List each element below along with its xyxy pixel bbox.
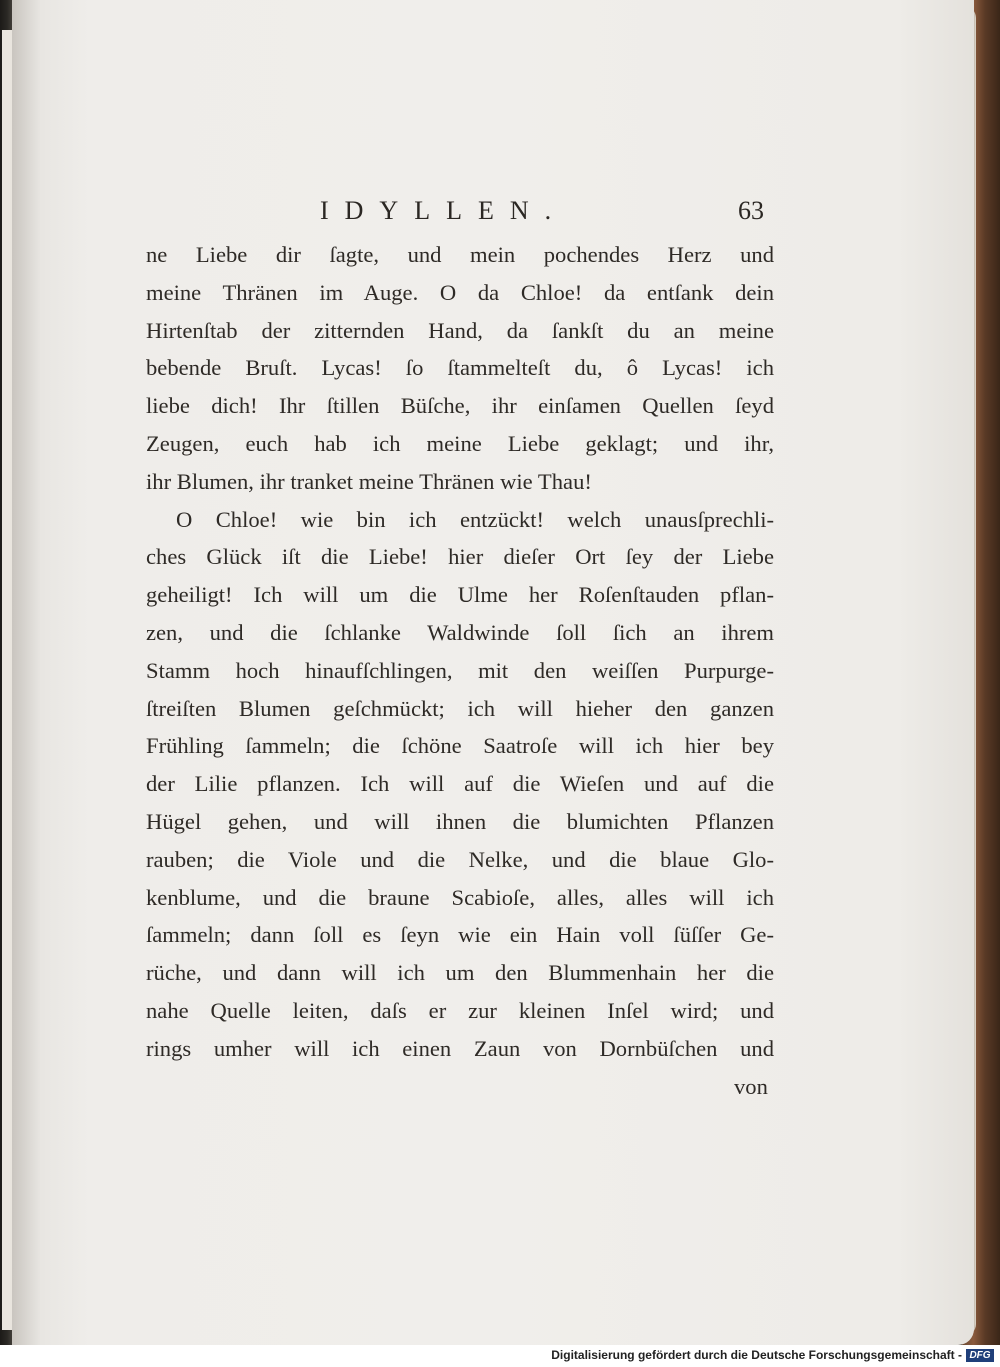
text-line: rauben; die Viole und die Nelke, und die blaue Glo- xyxy=(146,846,774,872)
text-line: nahe Quelle leiten, daſs er zur kleinen Inſel wird; und xyxy=(146,997,774,1023)
text-line: Stamm hoch hinaufſchlingen, mit den weiſſen Purpurge- xyxy=(146,657,774,683)
dfg-logo: DFG xyxy=(966,1349,994,1362)
text-line: kenblume, und die braune Scabioſe, alles, alles will ich xyxy=(146,884,774,910)
text-line: Zeugen, euch hab ich meine Liebe geklagt; und ihr, xyxy=(146,430,774,456)
text-line: geheiligt! Ich will um die Ulme her Roſenſtauden pflan- xyxy=(146,582,774,608)
text-line: ches Glück iſt die Liebe! hier dieſer Ort ſey der Liebe xyxy=(146,544,774,570)
text-line: O Chloe! wie bin ich entzückt! welch unausſprechli- xyxy=(176,506,774,532)
text-line: zen, und die ſchlanke Waldwinde ſoll ſich an ihrem xyxy=(146,619,774,645)
text-line: ſtreiſten Blumen geſchmückt; ich will hieher den ganzen xyxy=(146,695,774,721)
text-line: ne Liebe dir ſagte, und mein pochendes Herz und xyxy=(146,242,774,267)
text-line: bebende Bruſt. Lycas! ſo ſtammelteſt du, ô Lycas! ich xyxy=(146,355,774,381)
text-line: rüche, und dann will ich um den Blummenhain her die xyxy=(146,960,774,986)
text-line: Hügel gehen, und will ihnen die blumichten Pflanzen xyxy=(146,808,774,834)
body-text xyxy=(146,236,774,1068)
text-line: ſammeln; dann ſoll es ſeyn wie ein Hain voll ſüſſer Ge- xyxy=(146,922,774,948)
text-line: Hirtenſtab der zitternden Hand, da ſankſt du an meine xyxy=(146,317,774,343)
text-line: der Lilie pflanzen. Ich will auf die Wieſen und auf die xyxy=(146,771,774,797)
facing-page-edge xyxy=(2,30,12,1330)
text-line: ihr Blumen, ihr tranket meine Thränen wie Thau! xyxy=(146,468,592,494)
running-head: IDYLLEN. xyxy=(320,196,568,225)
text-line: Frühling ſammeln; die ſchöne Saatroſe will ich hier bey xyxy=(146,733,774,759)
footer-bar xyxy=(0,1345,1000,1367)
text-line: liebe dich! Ihr ſtillen Büſche, ihr einſamen Quellen ſeyd xyxy=(146,393,774,419)
text-line: rings umher will ich einen Zaun von Dornbüſchen und xyxy=(146,1035,774,1061)
text-line: meine Thränen im Auge. O da Chloe! da entſank dein xyxy=(146,279,774,305)
funding-notice: Digitalisierung gefördert durch die Deutsche Forschungsgemeinschaft - xyxy=(551,1348,962,1362)
page-number: 63 xyxy=(738,196,764,225)
catchword: von xyxy=(734,1074,768,1099)
